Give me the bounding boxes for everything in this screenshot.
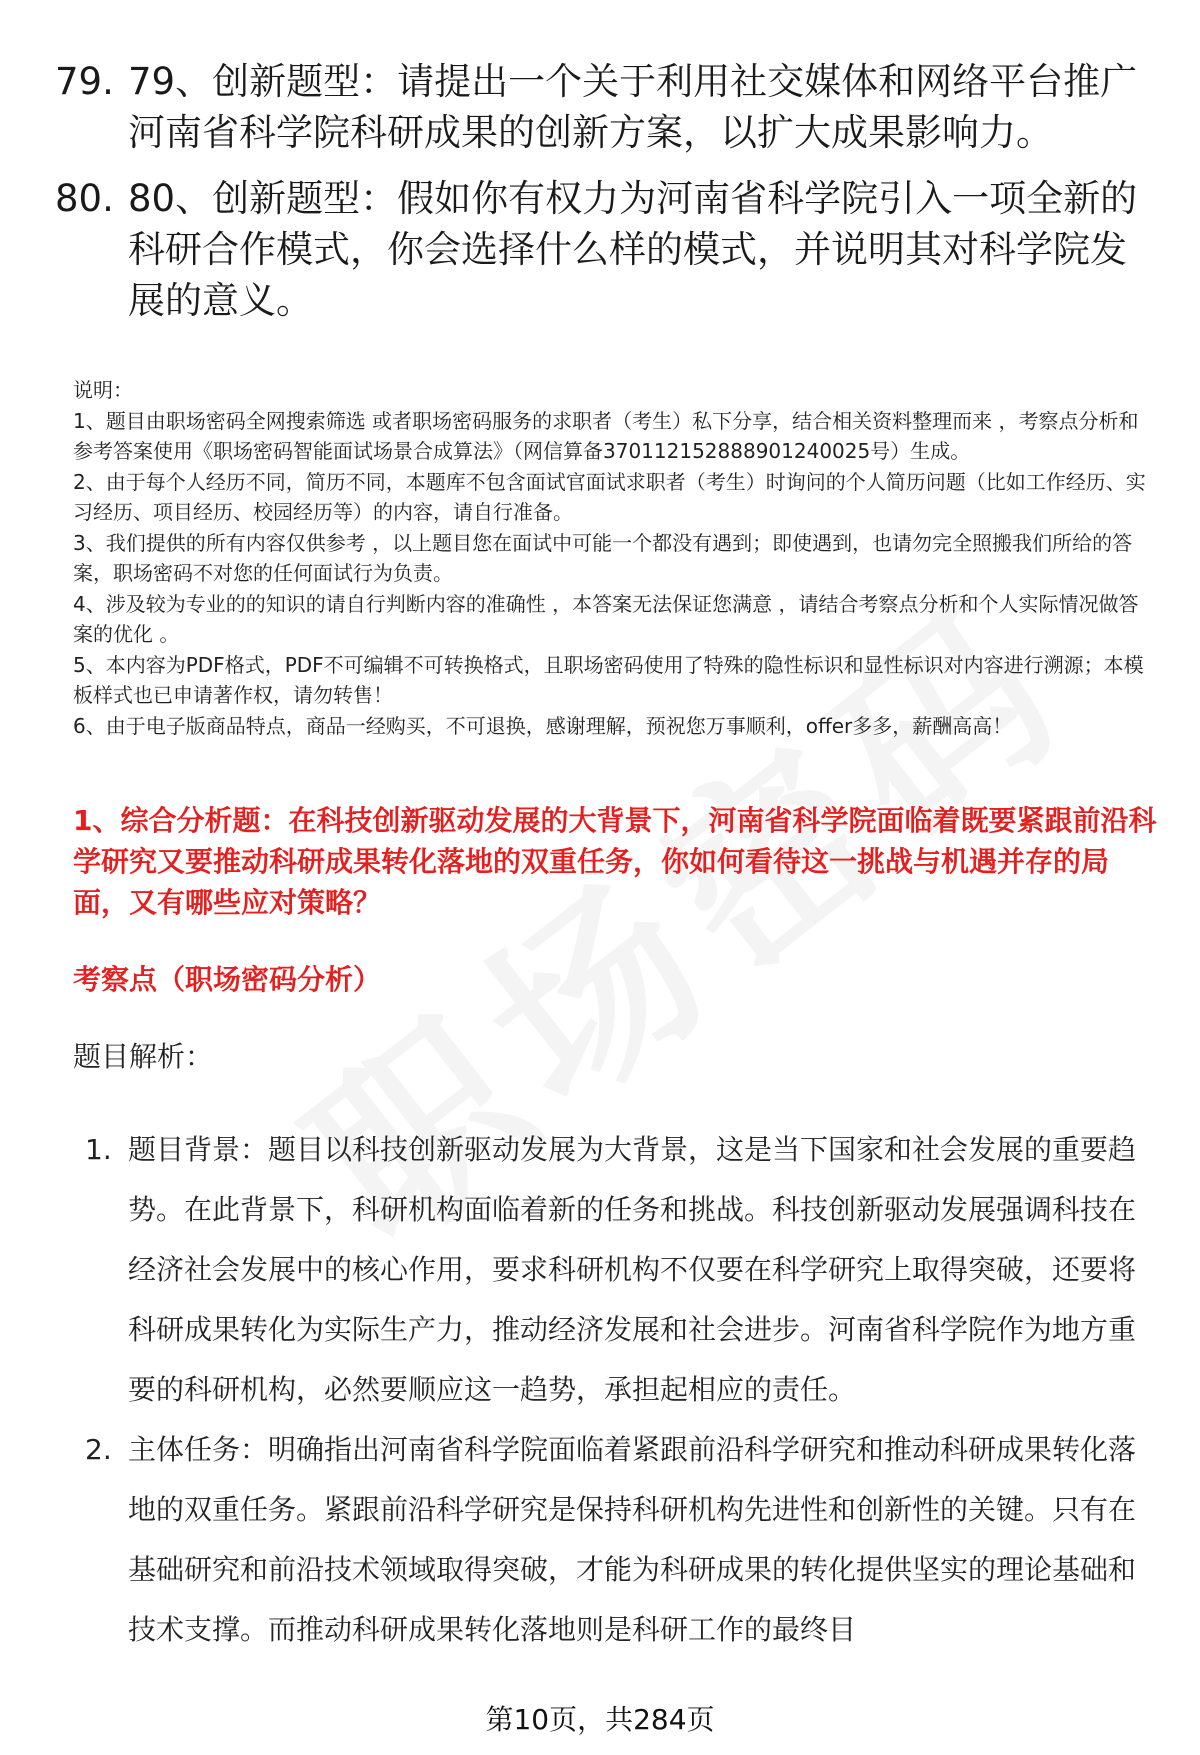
notes-heading: 说明： — [73, 378, 133, 402]
note-item: 1、题目由职场密码全网搜索筛选 或者职场密码服务的求职者（考生）私下分享，结合相关资料整理而来 ，考察点分析和参考答案使用《职场密码智能面试场景合成算法》（网信算备370112152888901240025号）生成。 — [73, 408, 1139, 463]
note-item: 6、由于电子版商品特点，商品一经购买，不可退换，感谢理解，预祝您万事顺利，offer多多，薪酬高高！ — [73, 713, 1013, 738]
notes-block — [73, 375, 1158, 741]
section-subtitle: 考察点（职场密码分析） — [73, 963, 382, 996]
page-footer: 第10页，共284页 — [485, 1703, 715, 1736]
note-item: 3、我们提供的所有内容仅供参考 ，以上题目您在面试中可能一个都没有遇到；即使遇到，也请勿完全照搬我们所给的答案，职场密码不对您的任何面试行为负责。 — [73, 530, 1133, 585]
question-number: 80. — [55, 177, 114, 220]
analysis-item — [73, 1420, 1158, 1660]
analysis-text: 题目背景：题目以科技创新驱动发展为大背景，这是当下国家和社会发展的重要趋势。在此背景下，科研机构面临着新的任务和挑战。科技创新驱动发展强调科技在经济社会发展中的核心作用，要求科研机构不仅要在科学研究上取得突破，还要将科研成果转化为实际生产力，推动经济发展和社会进步。河南省科学院作为地方重要的科研机构，必然要顺应这一趋势，承担起相应的责任。 — [128, 1133, 1137, 1406]
note-item: 2、由于每个人经历不同，简历不同，本题库不包含面试官面试求职者（考生）时询问的个人简历问题（比如工作经历、实习经历、项目经历、校园经历等）的内容，请自行准备。 — [73, 469, 1146, 524]
analysis-number: 1. — [85, 1133, 112, 1166]
question-79 — [55, 56, 1155, 158]
note-item: 4、涉及较为专业的的知识的请自行判断内容的准确性 ，本答案无法保证您满意 ，请结合考察点分析和个人实际情况做答案的优化 。 — [73, 591, 1139, 646]
section-title: 1、综合分析题：在科技创新驱动发展的大背景下，河南省科学院面临着既要紧跟前沿科学研究又要推动科研成果转化落地的双重任务，你如何看待这一挑战与机遇并存的局面，又有哪些应对策略？ — [73, 804, 1157, 919]
question-text: 80、创新题型：假如你有权力为河南省科学院引入一项全新的科研合作模式，你会选择什么样的模式，并说明其对科学院发展的意义。 — [128, 177, 1138, 322]
analysis-item — [73, 1120, 1158, 1420]
question-number: 79. — [55, 60, 114, 103]
question-80 — [55, 173, 1155, 326]
parse-label: 题目解析： — [73, 1040, 214, 1073]
analysis-list — [73, 1120, 1158, 1660]
note-item: 5、本内容为PDF格式，PDF不可编辑不可转换格式，且职场密码使用了特殊的隐性标识和显性标识对内容进行溯源；本模板样式也已申请著作权，请勿转售！ — [73, 652, 1144, 707]
analysis-text: 主体任务：明确指出河南省科学院面临着紧跟前沿科学研究和推动科研成果转化落地的双重任务。紧跟前沿科学研究是保持科研机构先进性和创新性的关键。只有在基础研究和前沿技术领域取得突破，才能为科研成果的转化提供坚实的理论基础和技术支撑。而推动科研成果转化落地则是科研工作的最终目 — [128, 1433, 1137, 1646]
analysis-number: 2. — [85, 1433, 112, 1466]
question-text: 79、创新题型：请提出一个关于利用社交媒体和网络平台推广河南省科学院科研成果的创新方案，以扩大成果影响力。 — [128, 60, 1138, 154]
